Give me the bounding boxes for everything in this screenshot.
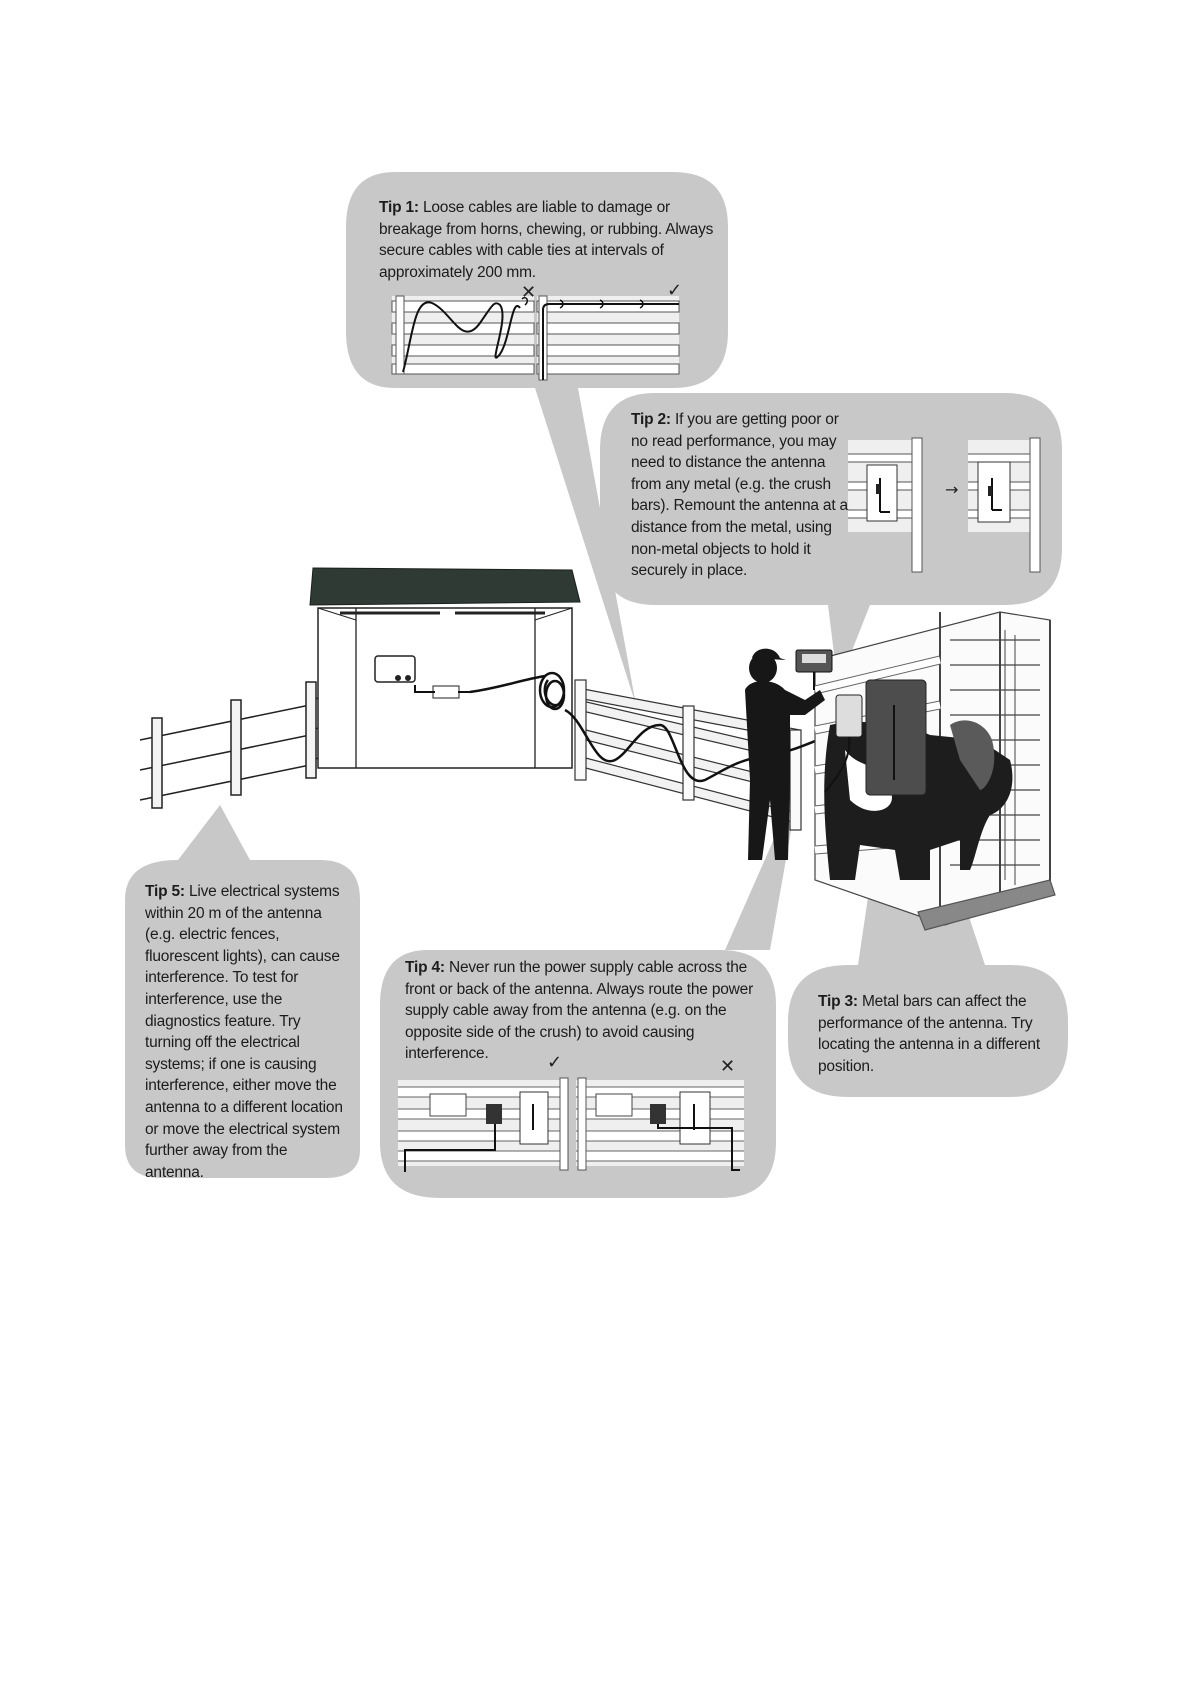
tip2-text [631,409,849,582]
cross-mark-icon: ✕ [521,282,537,303]
cross-mark-icon: ✕ [720,1056,736,1077]
tip4-body: Never run the power supply cable across the front or back of the antenna. Always route the power supply cable away from the antenna (e.g. on the opposite side of the crush) to avoid causing interference. [405,959,754,1063]
shed [310,568,580,768]
tip5-text [145,881,350,1183]
tip4-wrong-example [576,1078,744,1170]
energizer-unit [375,656,415,682]
tip3-label: Tip 3: [818,993,858,1010]
tip1-body: Loose cables are liable to damage or breakage from horns, chewing, or rubbing. Always secure cables with cable ties at intervals of approximately 200 mm. [379,199,714,281]
tip2-label: Tip 2: [631,411,671,428]
tip3-text [818,991,1050,1077]
tip4-text [405,957,760,1065]
tip1-wrong-example [392,296,534,374]
tip4-label: Tip 4: [405,959,445,976]
tip5-body: Live electrical systems within 20 m of the antenna (e.g. electric fences, fluorescent lights), can cause interference. To test for interference, use the diagnostics feature. Try turning off the electrical systems; if one is causing interference, either move the antenna to a different location or move the electrical system further away from the antenna. [145,883,343,1181]
tip4-correct-example [398,1078,568,1172]
check-mark-icon: ✓ [667,280,683,301]
tip1-right-example [537,296,679,380]
tip1-text [379,197,714,283]
tip5-label: Tip 5: [145,883,185,900]
tip2-body: If you are getting poor or no read performance, you may need to distance the antenna from any metal (e.g. the crush bars). Remount the antenna at a distance from the metal, using non-metal objects to hold it securely in place. [631,411,848,580]
tip1-label: Tip 1: [379,199,419,216]
arrow-right-icon: → [945,480,959,499]
tip3-body: Metal bars can affect the performance of the antenna. Try locating the antenna in a different position. [818,993,1040,1075]
check-mark-icon: ✓ [547,1052,563,1073]
